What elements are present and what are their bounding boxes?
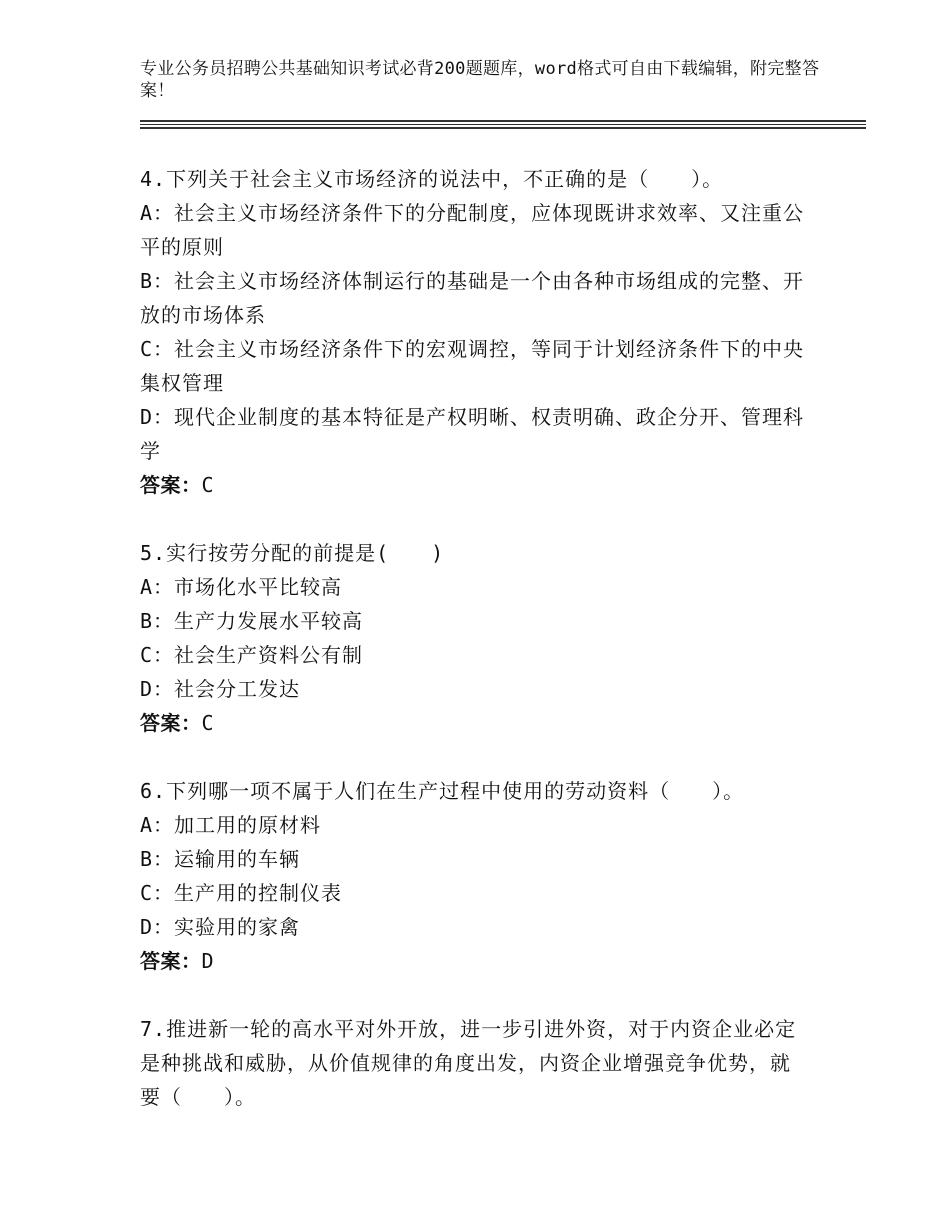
option-d: D：实验用的家禽 <box>140 915 301 939</box>
answer-label: 答案： <box>140 711 202 735</box>
question-stem: 6.下列哪一项不属于人们在生产过程中使用的劳动资料（ ）。 <box>140 779 745 803</box>
option-b: B：运输用的车辆 <box>140 847 301 871</box>
option-a: A：加工用的原材料 <box>140 813 322 837</box>
answer-value: C <box>201 711 215 735</box>
option-d: D：社会分工发达 <box>140 677 301 701</box>
question-stem: 5.实行按劳分配的前提是( ) <box>140 541 445 565</box>
option-a: A：社会主义市场经济条件下的分配制度，应体现既讲求效率、又注重公平的原则 <box>140 201 805 259</box>
question-stem: 4.下列关于社会主义市场经济的说法中，不正确的是（ ）。 <box>140 167 724 191</box>
question-list <box>140 162 810 1148</box>
question-stem: 7.推进新一轮的高水平对外开放，进一步引进外资，对于内资企业必定是种挑战和威胁，从价值规律的角度出发，内资企业增强竞争优势，就要（ ）。 <box>140 1017 797 1109</box>
document-header: 专业公务员招聘公共基础知识考试必背200题题库，word格式可自由下载编辑，附完整答案！ <box>140 59 820 101</box>
option-a: A：市场化水平比较高 <box>140 575 343 599</box>
option-d: D：现代企业制度的基本特征是产权明晰、权责明确、政企分开、管理科学 <box>140 405 805 463</box>
answer-value: C <box>201 473 215 497</box>
option-c: C：社会生产资料公有制 <box>140 643 364 667</box>
option-b: B：生产力发展水平较高 <box>140 609 364 633</box>
question-item <box>140 774 810 978</box>
header-divider-top <box>140 120 866 122</box>
question-item <box>140 162 810 502</box>
answer-label: 答案： <box>140 473 202 497</box>
option-b: B：社会主义市场经济体制运行的基础是一个由各种市场组成的完整、开放的市场体系 <box>140 269 805 327</box>
question-item <box>140 1012 810 1114</box>
answer-value: D <box>201 949 215 973</box>
answer-line <box>140 706 810 740</box>
option-c: C：生产用的控制仪表 <box>140 881 343 905</box>
header-divider-bottom <box>140 127 866 129</box>
question-item <box>140 536 810 740</box>
answer-line <box>140 468 810 502</box>
answer-label: 答案： <box>140 949 202 973</box>
option-c: C：社会主义市场经济条件下的宏观调控，等同于计划经济条件下的中央集权管理 <box>140 337 805 395</box>
answer-line <box>140 944 810 978</box>
header-divider-middle <box>140 124 866 125</box>
